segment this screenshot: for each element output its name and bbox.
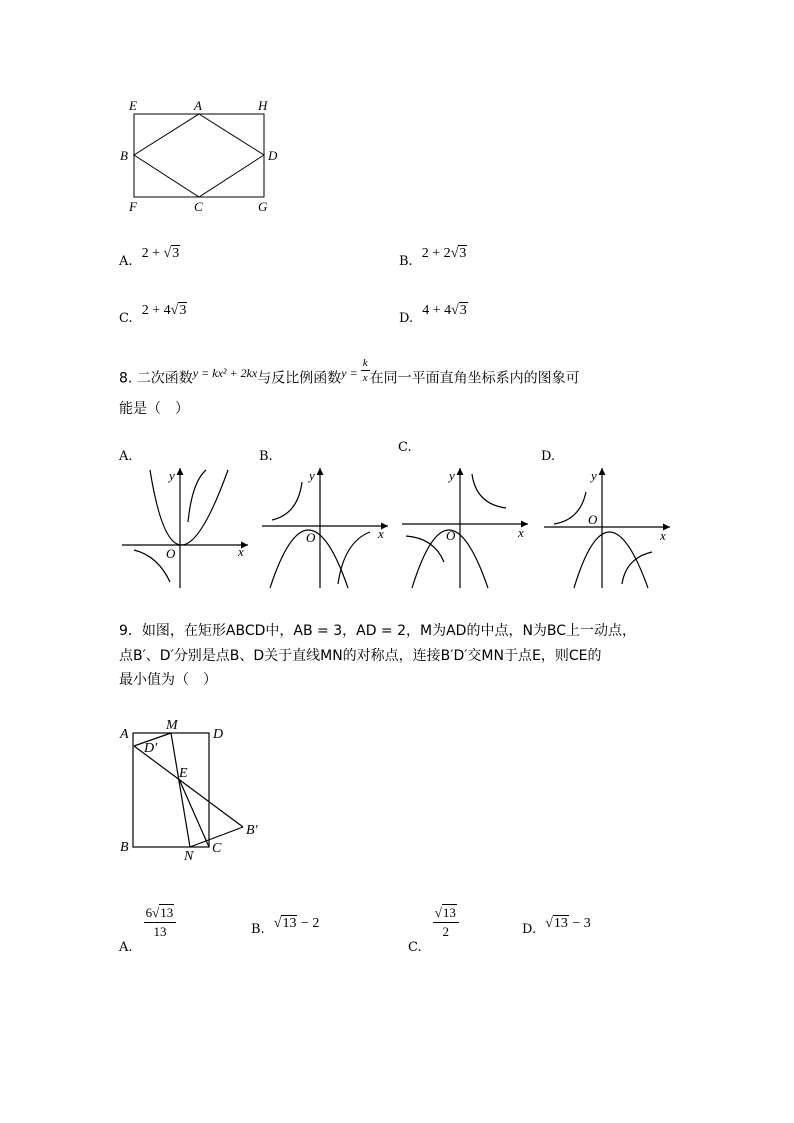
q8-text2: 与反比例函数 (257, 370, 342, 387)
q9-option-b[interactable]: $_{B.}$ √13 − 2 (251, 916, 320, 937)
y-label: y (449, 468, 455, 483)
origin-label: O (306, 530, 316, 545)
label-A: A (120, 727, 129, 742)
option-expr: 2 + 2 (421, 246, 451, 261)
origin-label: O (588, 512, 598, 527)
q9-option-c[interactable]: $_{C.}$ $\frac{√13}{2}$ (408, 904, 459, 941)
q8-option-d-letter[interactable]: D. (541, 449, 556, 464)
label-D-prime: D′ (144, 741, 158, 756)
label-N: N (184, 849, 194, 862)
y-label: y (309, 468, 315, 483)
q8-stem (119, 357, 679, 393)
option-letter: D. (522, 922, 537, 937)
q7-option-c[interactable]: C. 2 + 4√3 (119, 303, 187, 326)
label-F: F (129, 199, 137, 214)
option-letter: B. (251, 922, 265, 937)
rhombus-abcd (134, 114, 264, 197)
parabola (150, 470, 228, 545)
q8-option-a-letter[interactable]: A. (119, 449, 133, 464)
option-radicand: 3 (459, 303, 467, 318)
option-den: 13 (153, 924, 167, 939)
hyperbola-branch-1 (188, 470, 206, 522)
q7-option-b[interactable]: B. 2 + 2√3 (399, 246, 467, 269)
q7-option-d[interactable]: D. 4 + 4√3 (399, 303, 467, 326)
q9-option-d[interactable]: $_{D.}$ √13 − 3 (522, 916, 591, 937)
q9-stem-line3: 最小值为（ ） (119, 672, 217, 688)
q7-option-a[interactable]: A. 2 + √3 (119, 246, 180, 269)
option-radicand: 3 (179, 303, 187, 318)
option-letter: C. (119, 311, 133, 326)
label-E: E (129, 98, 137, 113)
option-letter: C. (408, 940, 422, 955)
origin-label: O (446, 528, 456, 543)
hyperbola-branch-2 (338, 532, 370, 584)
option-expr: 4 + 4 (422, 303, 452, 318)
rect-efgh (134, 114, 264, 197)
label-M: M (166, 718, 178, 733)
label-D: D (213, 727, 224, 742)
option-expr: 2 + (141, 246, 164, 261)
label-D: D (268, 148, 278, 163)
y-label: y (591, 468, 597, 483)
q7-figure (110, 92, 290, 220)
q8-graph-c[interactable] (398, 462, 538, 592)
q8-graph-a[interactable] (118, 462, 258, 592)
q8-graph-d[interactable] (540, 462, 680, 592)
q8-option-c-letter[interactable]: C. (398, 440, 412, 455)
q8-number: 8. (119, 370, 133, 387)
y-label: y (169, 468, 175, 483)
label-H: H (258, 98, 268, 113)
q8-line2: 能是（ ） (119, 401, 189, 417)
option-num-radicand: 13 (160, 905, 174, 920)
option-tail: − 3 (568, 916, 591, 931)
q9-stem-line2: 点B′、D′分别是点B、D关于直线MN的对称点，连接B′D′交MN于点E，则CE的 (119, 648, 602, 664)
hyperbola-branch-1 (472, 474, 506, 508)
parabola (574, 532, 648, 588)
hyperbola-branch-1 (272, 482, 302, 520)
hyperbola-branch-1 (554, 492, 586, 524)
q8-func2-num: k (362, 357, 368, 369)
q8-option-b-letter[interactable]: B. (259, 449, 273, 464)
q8-func2-den: x (362, 372, 368, 384)
option-radicand: 3 (459, 246, 467, 261)
option-letter: A. (119, 254, 133, 269)
option-num-coef: 6 (145, 905, 153, 920)
hyperbola-branch-2 (406, 536, 444, 562)
option-expr: 2 + 4 (141, 303, 171, 318)
label-B: B (120, 148, 128, 163)
hyperbola-branch-2 (622, 552, 652, 584)
label-E: E (179, 766, 188, 781)
q8-text3: 在同一平面直角坐标系内的图象可 (369, 370, 580, 387)
label-B-prime: B′ (246, 823, 258, 838)
option-radicand: 13 (282, 916, 297, 931)
label-A: A (194, 98, 202, 113)
x-label: x (238, 544, 244, 559)
q8-graph-b[interactable] (258, 462, 398, 592)
q8-text1: 二次函数 (136, 370, 193, 387)
segment-mn (171, 733, 190, 847)
origin-label: O (166, 546, 176, 561)
option-tail: − 2 (297, 916, 320, 931)
option-den: 2 (442, 924, 450, 939)
x-label: x (660, 528, 666, 543)
option-letter: B. (399, 254, 413, 269)
q9-figure (112, 712, 272, 862)
label-C: C (212, 841, 222, 856)
option-radicand: 3 (172, 246, 180, 261)
option-radicand: 13 (553, 916, 568, 931)
option-letter: A. (119, 940, 133, 955)
option-num-radicand: 13 (442, 905, 456, 920)
q9-stem-line1: 9．如图，在矩形ABCD中，AB = 3，AD = 2，M为AD的中点，N为BC上一动点， (119, 623, 637, 639)
label-B: B (120, 840, 129, 855)
option-letter: D. (399, 311, 414, 326)
x-label: x (378, 526, 384, 541)
segment-ec (179, 779, 209, 847)
q9-option-a[interactable]: $_{A.}$ $\frac{6√13}{13}$ (119, 904, 176, 941)
x-label: x (518, 525, 524, 540)
label-C: C (194, 199, 203, 214)
segment-d-prime-b-prime (134, 746, 243, 827)
q8-func2-left: y = (341, 365, 361, 380)
hyperbola-branch-2 (134, 550, 170, 582)
label-G: G (258, 199, 268, 214)
q8-func1: y = kx² + 2kx (192, 365, 258, 380)
